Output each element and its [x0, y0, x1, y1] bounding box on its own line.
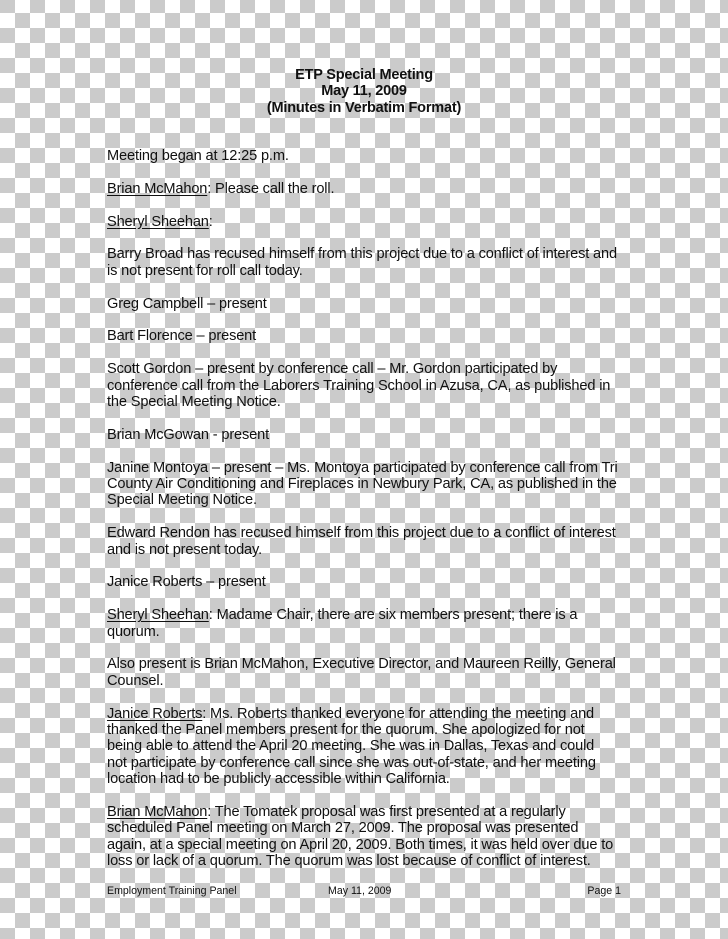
- text-line: the Special Meeting Notice.: [107, 394, 281, 410]
- speaker-name: Sheryl Sheehan: [107, 213, 209, 230]
- text-line: Barry Broad has recused himself from this project due to a conflict of interest and: [107, 246, 617, 263]
- paragraph-mcmahon-statement: [107, 804, 627, 870]
- speaker-name: Brian McMahon: [107, 180, 208, 197]
- text-line: Greg Campbell – present: [107, 295, 267, 312]
- speaker-name: Sheryl Sheehan: [107, 607, 209, 624]
- page-footer: [107, 884, 621, 898]
- text-line: thanked the Panel members present for the quorum. She apologized for not: [107, 722, 585, 739]
- text-line: County Air Conditioning and Fireplaces in Newbury Park, CA, as published in the: [107, 476, 617, 492]
- speaker-text: : The Tomatek proposal was first presented at a regularly: [207, 804, 566, 821]
- paragraph-mcgowan: [107, 427, 627, 443]
- speaker-text: :: [208, 213, 213, 230]
- text-line: not participate by conference call since she was out-of-state, and her meeting: [107, 754, 596, 771]
- paragraph-quorum: [107, 607, 627, 640]
- paragraph-call-roll: [107, 181, 627, 197]
- text-line: Janice Roberts – present: [107, 574, 266, 591]
- text-line: again, at a special meeting on April 20, 2009. Both times, it was held over due to: [107, 836, 614, 853]
- minutes-body: [107, 148, 627, 886]
- paragraph-broad-recusal: [107, 246, 627, 279]
- paragraph-roberts-present: [107, 574, 627, 590]
- text-line: Meeting began at 12:25 p.m.: [107, 148, 289, 164]
- title-format: (Minutes in Verbatim Format): [266, 99, 462, 116]
- text-line: Counsel.: [107, 672, 164, 689]
- text-line: Scott Gordon – present by conference call – Mr. Gordon participated by: [107, 361, 558, 378]
- text-line: and is not present today.: [107, 541, 262, 558]
- paragraph-meeting-start: [107, 148, 627, 164]
- text-line: Also present is Brian McMahon, Executive Director, and Maureen Reilly, General: [107, 656, 616, 673]
- speaker-text: : Madame Chair, there are six members present; there is a: [208, 607, 578, 624]
- paragraph-florence: [107, 328, 627, 344]
- speaker-text: : Please call the roll.: [207, 180, 335, 197]
- speaker-name: Brian McMahon: [107, 804, 208, 821]
- footer-page-number: Page 1: [587, 885, 621, 897]
- text-line: Bart Florence – present: [107, 328, 257, 345]
- speaker-name: Janice Roberts: [107, 705, 203, 722]
- text-line: Brian McGowan - present: [107, 426, 270, 443]
- title-heading: ETP Special Meeting: [295, 67, 433, 83]
- speaker-text: : Ms. Roberts thanked everyone for attending the meeting and: [202, 705, 595, 722]
- title-date: May 11, 2009: [321, 83, 407, 100]
- paragraph-roll-call-speaker: [107, 214, 627, 230]
- text-line: location had to be publicly accessible within California.: [107, 771, 450, 788]
- paragraph-montoya: [107, 460, 627, 509]
- paragraph-also-present: [107, 656, 627, 689]
- text-line: quorum.: [107, 623, 160, 640]
- text-line: Special Meeting Notice.: [107, 492, 257, 509]
- document-title: [0, 67, 728, 116]
- footer-organization: Employment Training Panel: [107, 885, 237, 897]
- text-line: conference call from the Laborers Training School in Azusa, CA, as published in: [107, 377, 611, 394]
- footer-date: May 11, 2009: [328, 885, 392, 897]
- paragraph-gordon: [107, 361, 627, 410]
- text-line: scheduled Panel meeting on March 27, 2009. The proposal was presented: [107, 820, 579, 837]
- paragraph-roberts-statement: [107, 706, 627, 788]
- text-line: loss or lack of a quorum. The quorum was lost because of conflict of interest.: [107, 853, 591, 870]
- paragraph-campbell: [107, 296, 627, 312]
- text-line: being able to attend the April 20 meeting. She was in Dallas, Texas and could: [107, 738, 595, 755]
- text-line: Janine Montoya – present – Ms. Montoya participated by conference call from Tri: [107, 459, 618, 476]
- paragraph-rendon-recusal: [107, 525, 627, 558]
- text-line: is not present for roll call today.: [107, 262, 303, 279]
- text-line: Edward Rendon has recused himself from this project due to a conflict of interest: [107, 525, 616, 542]
